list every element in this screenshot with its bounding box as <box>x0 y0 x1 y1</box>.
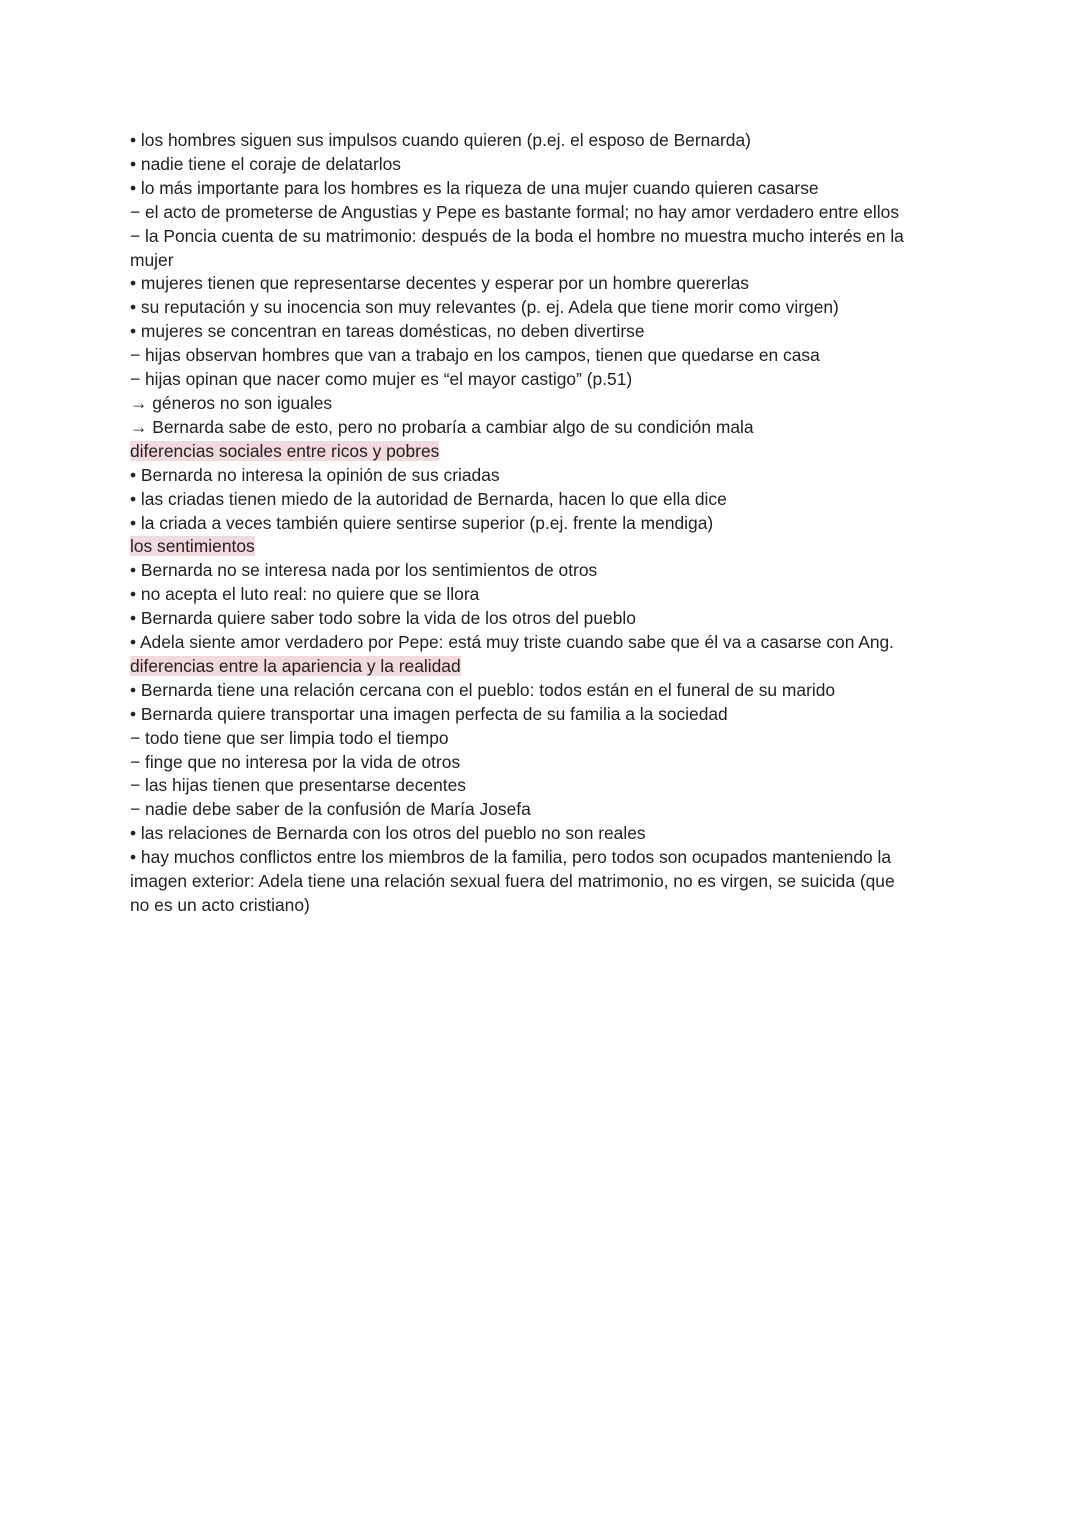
text-line: • hay muchos conflictos entre los miembros de la familia, pero todos son ocupados manteniendo la <box>130 847 892 868</box>
highlighted-heading-text: diferencias sociales entre ricos y pobres <box>130 440 440 461</box>
text-line: • Bernarda quiere transportar una imagen perfecta de su familia a la sociedad <box>130 703 728 724</box>
text-line: − todo tiene que ser limpia todo el tiempo <box>130 727 449 748</box>
text-line: → Bernarda sabe de esto, pero no probaría a cambiar algo de su condición mala <box>130 416 754 437</box>
text-line: − finge que no interesa por la vida de otros <box>130 751 461 772</box>
section-heading-appearance-reality <box>130 655 950 679</box>
text-line: • los hombres siguen sus impulsos cuando quieren (p.ej. el esposo de Bernarda) <box>130 130 751 150</box>
text-line: no es un acto cristiano) <box>130 895 310 915</box>
text-line: • Bernarda quiere saber todo sobre la vida de los otros del pueblo <box>130 608 636 629</box>
text-line: • mujeres se concentran en tareas domésticas, no deben divertirse <box>130 321 645 342</box>
text-line: • no acepta el luto real: no quiere que se llora <box>130 584 480 605</box>
text-line: imagen exterior: Adela tiene una relación sexual fuera del matrimonio, no es virgen, se suicida (que <box>130 871 895 892</box>
text-line: − hijas opinan que nacer como mujer es “el mayor castigo” (p.51) <box>130 369 633 390</box>
section-heading-social-differences <box>130 440 950 464</box>
text-line: • la criada a veces también quiere sentirse superior (p.ej. frente la mendiga) <box>130 512 714 533</box>
text-line: mujer <box>130 249 174 270</box>
text-line: • nadie tiene el coraje de delatarlos <box>130 153 401 174</box>
text-line: • las criadas tienen miedo de la autoridad de Bernarda, hacen lo que ella dice <box>130 488 727 509</box>
text-line: → géneros no son iguales <box>130 392 333 413</box>
text-line: • su reputación y su inocencia son muy relevantes (p. ej. Adela que tiene morir como virgen) <box>130 297 839 318</box>
text-line: • lo más importante para los hombres es la riqueza de una mujer cuando quieren casarse <box>130 177 819 198</box>
text-line: − nadie debe saber de la confusión de María Josefa <box>130 799 531 820</box>
section-heading-feelings <box>130 535 950 559</box>
text-line: • Bernarda no interesa la opinión de sus criadas <box>130 464 500 485</box>
text-line: − el acto de prometerse de Angustias y Pepe es bastante formal; no hay amor verdadero entre ellos <box>130 201 900 222</box>
document-page <box>130 129 950 918</box>
text-line: • mujeres tienen que representarse decentes y esperar por un hombre quererlas <box>130 273 749 294</box>
text-line: • Bernarda no se interesa nada por los sentimientos de otros <box>130 560 598 581</box>
text-line: • las relaciones de Bernarda con los otros del pueblo no son reales <box>130 823 646 844</box>
text-line: • Adela siente amor verdadero por Pepe: está muy triste cuando sabe que él va a casarse con Ang. <box>130 632 895 653</box>
text-line: − las hijas tienen que presentarse decentes <box>130 775 466 796</box>
text-line: − la Poncia cuenta de su matrimonio: después de la boda el hombre no muestra mucho interés en la <box>130 225 904 246</box>
highlighted-heading-text: diferencias entre la apariencia y la realidad <box>130 655 461 676</box>
text-line: − hijas observan hombres que van a trabajo en los campos, tienen que quedarse en casa <box>130 345 820 366</box>
highlighted-heading-text: los sentimientos <box>130 536 255 557</box>
text-line: • Bernarda tiene una relación cercana con el pueblo: todos están en el funeral de su marido <box>130 679 836 700</box>
